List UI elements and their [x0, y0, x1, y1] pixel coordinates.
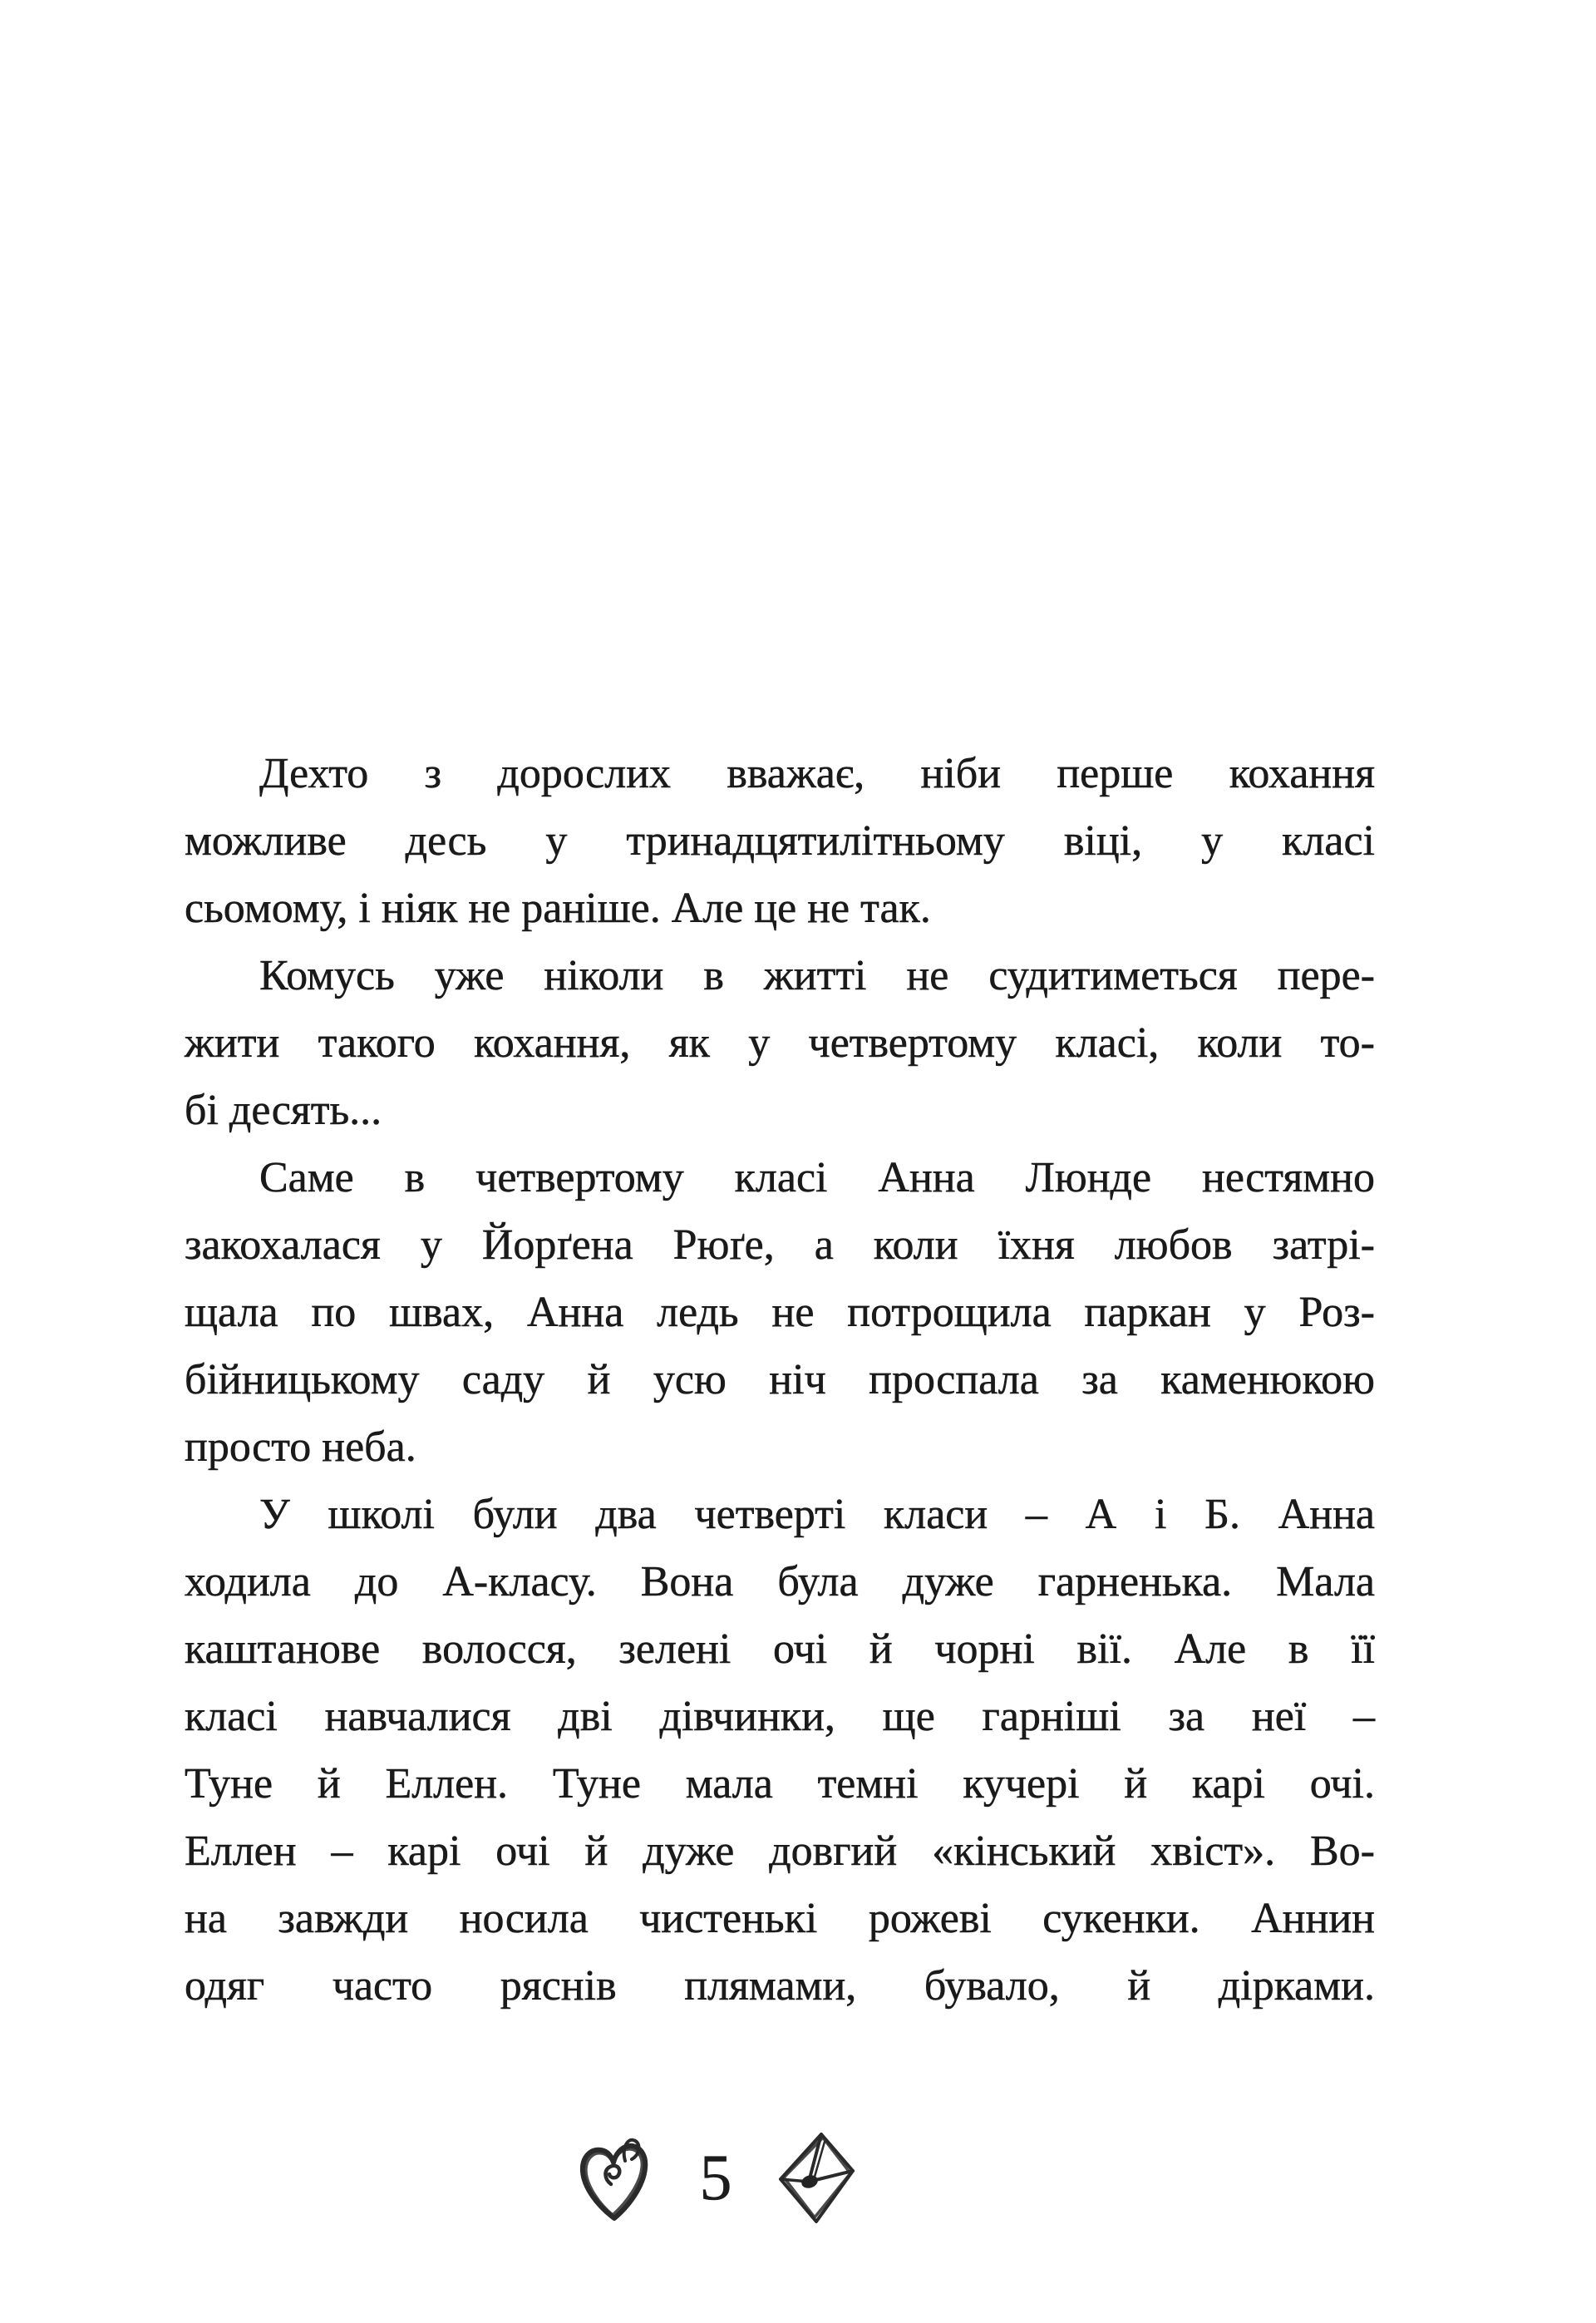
paragraph	[185, 942, 1375, 1144]
body-text	[185, 740, 1375, 2020]
text-line: Саме в четвертому класі Анна Люнде нестямно	[259, 1154, 1375, 1201]
text-line: Еллен – карі очі й дуже довгий «кінський хвіст». Во-	[185, 1827, 1375, 1875]
text-line: жити такого кохання, як у четвертому класі, коли то-	[185, 1019, 1375, 1067]
text-line: одяг часто ряснів плямами, бувало, й дірками.	[185, 1962, 1375, 2010]
text-line: У школі були два четверті класи – А і Б. Анна	[259, 1491, 1375, 1538]
text-line: Комусь уже ніколи в житті не судитиметься пере-	[259, 952, 1375, 999]
text-line: просто неба.	[185, 1423, 416, 1471]
text-line: бі десять...	[185, 1087, 382, 1134]
text-line: сьомому, і ніяк не раніше. Але це не так.	[185, 885, 931, 932]
text-line: можливе десь у тринадцятилітньому віці, у класі	[185, 817, 1375, 865]
text-line: каштанове волосся, зелені очі й чорні вії. Але в її	[185, 1625, 1375, 1673]
text-line: закохалася у Йорґена Рюґе, а коли їхня любов затрі-	[185, 1221, 1375, 1269]
text-line: Дехто з дорослих вважає, ніби перше кохання	[259, 750, 1375, 797]
page-number: 5	[699, 2141, 732, 2213]
text-line: ходила до А-класу. Вона була дуже гарненька. Мала	[185, 1558, 1375, 1605]
text-line: на завжди носила чистенькі рожеві сукенки. Аннин	[185, 1895, 1375, 1942]
paragraph	[185, 1144, 1375, 1481]
paragraph	[185, 740, 1375, 942]
text-line: бійницькому саду й усю ніч проспала за каменюкою	[185, 1356, 1375, 1403]
paragraph	[185, 1481, 1375, 2020]
text-line: класі навчалися дві дівчинки, ще гарніші за неї –	[185, 1693, 1375, 1740]
page-footer	[0, 2120, 1596, 2253]
heart-doodle-icon	[577, 2132, 652, 2228]
envelope-doodle-icon	[771, 2127, 858, 2237]
text-line: Туне й Еллен. Туне мала темні кучері й карі очі.	[185, 1760, 1375, 1808]
text-line: щала по швах, Анна ледь не потрощила паркан у Роз-	[185, 1289, 1375, 1336]
